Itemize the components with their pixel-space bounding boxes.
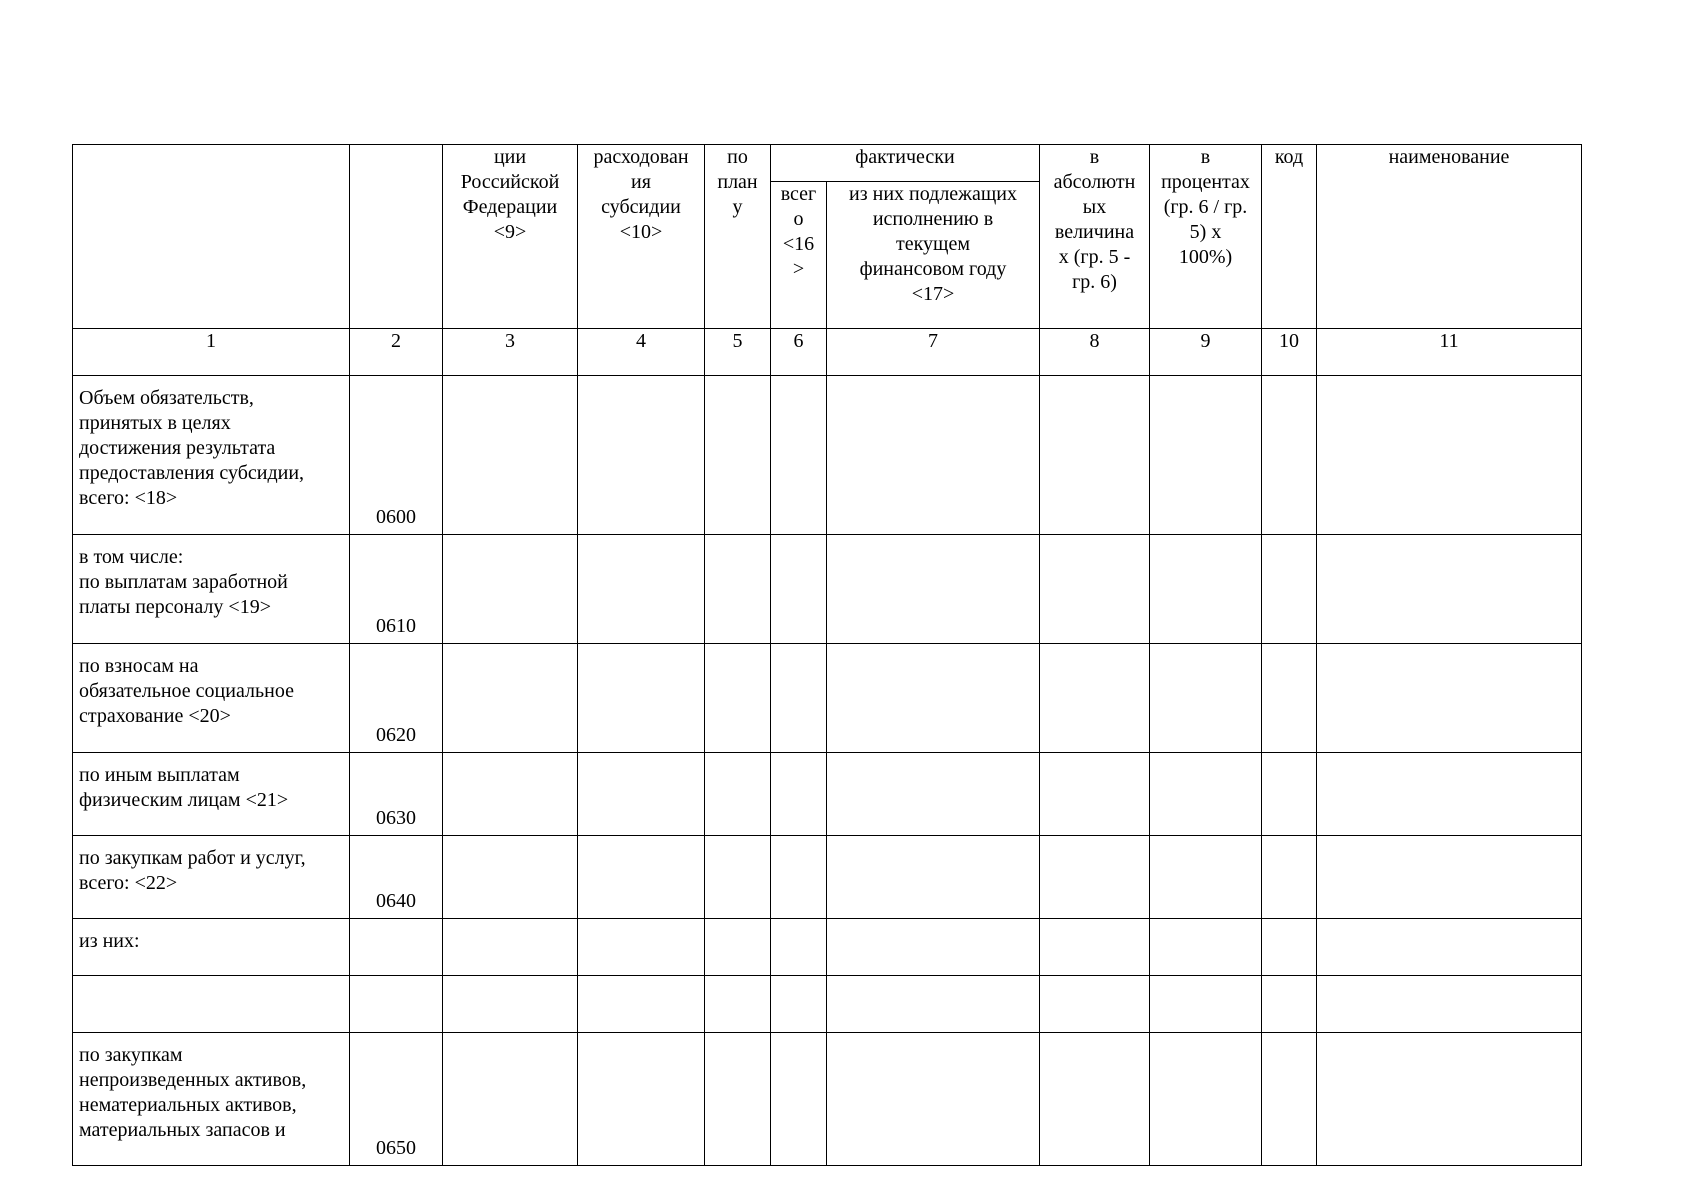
table-cell [578, 753, 705, 836]
table-cell [1150, 976, 1262, 1033]
table-cell [827, 376, 1040, 535]
table-cell [443, 976, 578, 1033]
table-cell [827, 535, 1040, 644]
table-cell [705, 976, 771, 1033]
table-cell [443, 836, 578, 919]
table-cell [1262, 753, 1317, 836]
table-row [73, 753, 1582, 836]
row-code: 0600 [350, 376, 443, 535]
table-cell [705, 753, 771, 836]
table-cell [1150, 376, 1262, 535]
table-cell [443, 644, 578, 753]
header-cell-11: наименование [1317, 145, 1582, 329]
table-cell [705, 535, 771, 644]
table-cell [1262, 836, 1317, 919]
table-cell [1150, 1033, 1262, 1166]
column-number: 2 [350, 329, 443, 376]
table-cell [1317, 919, 1582, 976]
table-cell [1150, 836, 1262, 919]
table-cell [1040, 976, 1150, 1033]
table-cell [1040, 1033, 1150, 1166]
table-cell [705, 376, 771, 535]
table-cell [443, 919, 578, 976]
table-cell [771, 644, 827, 753]
column-number: 7 [827, 329, 1040, 376]
header-cell-6: всег о <16 > [771, 182, 827, 329]
table-cell [827, 919, 1040, 976]
table-cell [771, 1033, 827, 1166]
table-cell [1262, 644, 1317, 753]
row-code: 0650 [350, 1033, 443, 1166]
table-row [73, 535, 1582, 644]
table-cell [1317, 644, 1582, 753]
header-cell-1 [73, 145, 350, 329]
column-number-row [73, 329, 1582, 376]
table-cell [705, 644, 771, 753]
table-cell [1317, 836, 1582, 919]
table-cell [443, 1033, 578, 1166]
table-cell [1317, 753, 1582, 836]
header-cell-3: ции Российской Федерации <9> [443, 145, 578, 329]
row-label: Объем обязательств, принятых в целях достижения результата предоставления субсидии, всего: <18> [73, 376, 350, 535]
column-number: 9 [1150, 329, 1262, 376]
table-row [73, 976, 1582, 1033]
table-cell [771, 976, 827, 1033]
table-cell [771, 376, 827, 535]
column-number: 8 [1040, 329, 1150, 376]
table-cell [771, 753, 827, 836]
table-cell [1317, 535, 1582, 644]
table-row [73, 376, 1582, 535]
header-cell-10: код [1262, 145, 1317, 329]
row-label: по взносам на обязательное социальное страхование <20> [73, 644, 350, 753]
column-number: 5 [705, 329, 771, 376]
header-row-top [73, 145, 1582, 182]
table-row [73, 644, 1582, 753]
table-cell [1262, 976, 1317, 1033]
row-code: 0640 [350, 836, 443, 919]
row-code [350, 919, 443, 976]
table-cell [578, 919, 705, 976]
table-cell [578, 644, 705, 753]
table-cell [578, 535, 705, 644]
column-number: 4 [578, 329, 705, 376]
table-cell [771, 836, 827, 919]
table-cell [1150, 919, 1262, 976]
table-cell [578, 376, 705, 535]
table-cell [443, 535, 578, 644]
table-cell [1040, 753, 1150, 836]
table-cell [1040, 919, 1150, 976]
table-row [73, 1033, 1582, 1166]
row-label: по закупкам работ и услуг, всего: <22> [73, 836, 350, 919]
table-cell [705, 1033, 771, 1166]
table-cell [1317, 976, 1582, 1033]
header-cell-5: по план у [705, 145, 771, 329]
table-cell [578, 976, 705, 1033]
row-code: 0630 [350, 753, 443, 836]
table-cell [705, 836, 771, 919]
table-cell [1262, 535, 1317, 644]
table-cell [705, 919, 771, 976]
table-cell [827, 753, 1040, 836]
table-cell [827, 1033, 1040, 1166]
table-row [73, 836, 1582, 919]
table-row [73, 919, 1582, 976]
row-label: по иным выплатам физическим лицам <21> [73, 753, 350, 836]
header-fact-group: фактически [771, 145, 1040, 182]
table-cell [1262, 919, 1317, 976]
table-cell [771, 919, 827, 976]
table-cell [443, 376, 578, 535]
table-cell [1262, 1033, 1317, 1166]
header-cell-8: в абсолютн ых величина х (гр. 5 - гр. 6) [1040, 145, 1150, 329]
table-cell [1040, 644, 1150, 753]
row-code [350, 976, 443, 1033]
header-cell-4: расходован ия субсидии <10> [578, 145, 705, 329]
table-cell [1262, 376, 1317, 535]
row-label: по закупкам непроизведенных активов, нематериальных активов, материальных запасов и [73, 1033, 350, 1166]
header-cell-2 [350, 145, 443, 329]
table-cell [827, 644, 1040, 753]
column-number: 11 [1317, 329, 1582, 376]
table-cell [1150, 535, 1262, 644]
row-code: 0610 [350, 535, 443, 644]
row-label: в том числе: по выплатам заработной платы персоналу <19> [73, 535, 350, 644]
row-label: из них: [73, 919, 350, 976]
column-number: 6 [771, 329, 827, 376]
table-cell [827, 976, 1040, 1033]
table-cell [1040, 836, 1150, 919]
table-cell [1317, 1033, 1582, 1166]
row-label [73, 976, 350, 1033]
row-code: 0620 [350, 644, 443, 753]
table-cell [1040, 535, 1150, 644]
subsidy-report-table [72, 144, 1582, 1166]
column-number: 3 [443, 329, 578, 376]
header-cell-7: из них подлежащих исполнению в текущем финансовом году <17> [827, 182, 1040, 329]
column-number: 10 [1262, 329, 1317, 376]
table-cell [443, 753, 578, 836]
table-cell [578, 836, 705, 919]
table-cell [578, 1033, 705, 1166]
table-cell [1150, 753, 1262, 836]
table-cell [1317, 376, 1582, 535]
column-number: 1 [73, 329, 350, 376]
table-cell [827, 836, 1040, 919]
table-cell [1040, 376, 1150, 535]
table-cell [771, 535, 827, 644]
header-cell-9: в процентах (гр. 6 / гр. 5) x 100%) [1150, 145, 1262, 329]
table-cell [1150, 644, 1262, 753]
